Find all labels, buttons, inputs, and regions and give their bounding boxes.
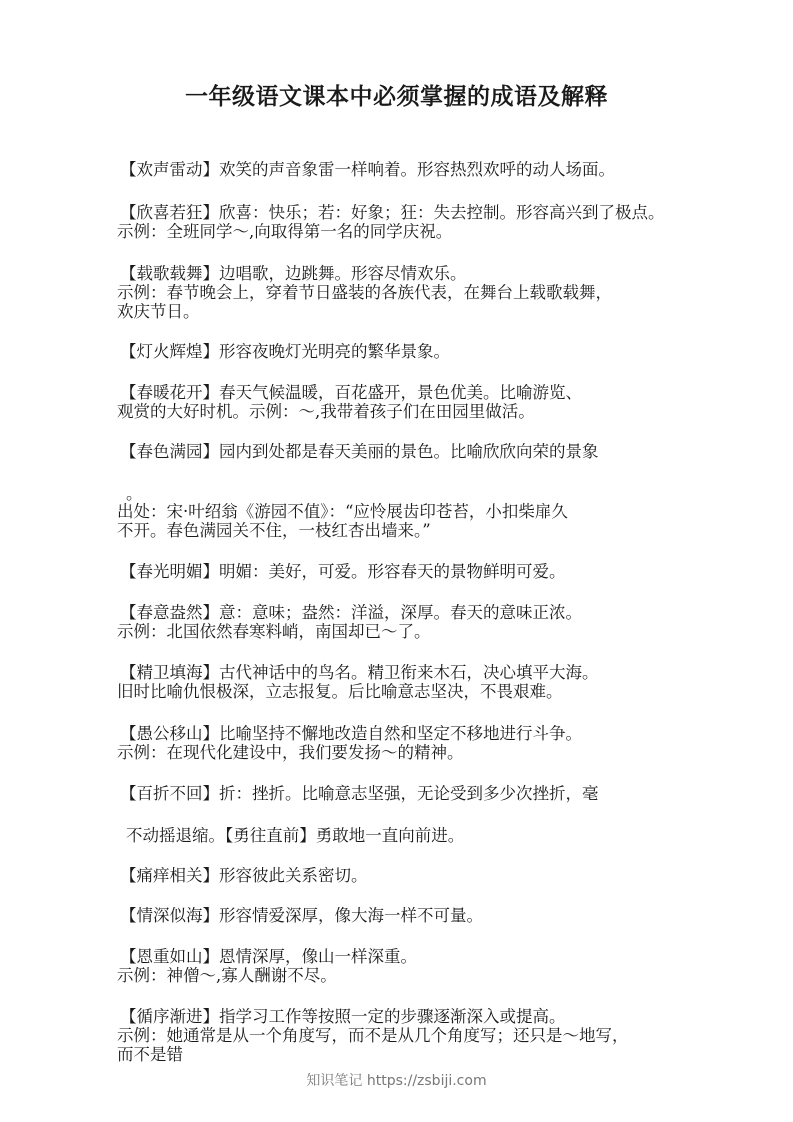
source-line: 不开。春色满园关不住，一枝红杏出墙来。”: [117, 521, 431, 540]
document-title: 一年级语文课本中必须掌握的成语及解释: [185, 83, 608, 110]
idiom-entry-line: 。: [126, 484, 143, 503]
idiom-entry-line: 【载歌载舞】边唱歌，边跳舞。形容尽情欢乐。: [120, 264, 467, 283]
idiom-entry-line: 【循序渐进】指学习工作等按照一定的步骤逐渐深入或提高。: [120, 1007, 566, 1026]
example-line: 欢庆节日。: [117, 302, 200, 321]
example-line: 示例：在现代化建设中，我们要发扬～的精神。: [117, 743, 464, 762]
idiom-entry-line: 【痛痒相关】形容彼此关系密切。: [120, 866, 368, 885]
idiom-entry-line: 【愚公移山】比喻坚持不懈地改造自然和坚定不移地进行斗争。: [120, 724, 582, 743]
idiom-entry-line: 【百折不回】折：挫折。比喻意志坚强，无论受到多少次挫折，毫: [120, 784, 599, 803]
idiom-entry-line: 【春色满园】园内到处都是春天美丽的景色。比喻欣欣向荣的景象: [120, 442, 599, 461]
idiom-entry-line: 旧时比喻仇恨极深，立志报复。后比喻意志坚决，不畏艰难。: [117, 682, 563, 701]
idiom-entry-line: 【春意盎然】意：意味；盎然：洋溢，深厚。春天的意味正浓。: [120, 603, 582, 622]
idiom-entry-line: 【恩重如山】恩情深厚，像山一样深重。: [120, 947, 417, 966]
idiom-entry-line: 观赏的大好时机。示例：～,我带着孩子们在田园里做活。: [117, 402, 535, 421]
idiom-entry-line: 【欣喜若狂】欣喜：快乐；若：好象；狂：失去控制。形容高兴到了极点。: [120, 203, 665, 222]
example-line: 示例：北国依然春寒料峭，南国却已～了。: [117, 622, 431, 641]
idiom-entry-line: 【精卫填海】古代神话中的鸟名。精卫衔来木石，决心填平大海。: [120, 663, 599, 682]
idiom-entry-line: 【春光明媚】明媚：美好，可爱。形容春天的景物鲜明可爱。: [120, 562, 566, 581]
example-line: 示例：全班同学～,向取得第一名的同学庆祝。: [117, 222, 453, 241]
example-line: 而不是错: [117, 1045, 183, 1064]
example-line: 示例：神僧～,寡人酬谢不尽。: [117, 966, 337, 985]
footer-watermark: 知识笔记 https://zsbiji.com: [306, 1073, 487, 1089]
idiom-entry-line: 【情深似海】形容情爱深厚，像大海一样不可量。: [120, 906, 483, 925]
idiom-entry-line: 不动摇退缩。【勇往直前】勇敢地一直向前进。: [126, 826, 465, 845]
idiom-entry-line: 【春暖花开】春天气候温暖，百花盛开，景色优美。比喻游览、: [120, 383, 582, 402]
idiom-entry-line: 【欢声雷动】欢笑的声音象雷一样响着。形容热烈欢呼的动人场面。: [120, 160, 615, 179]
idiom-entry-line: 【灯火辉煌】形容夜晚灯光明亮的繁华景象。: [120, 342, 450, 361]
source-line: 出处：宋·叶绍翁《游园不值》：“应怜展齿印苍苔，小扣柴扉久: [117, 502, 568, 521]
example-line: 示例：春节晚会上，穿着节日盛装的各族代表，在舞台上载歌载舞，: [117, 283, 612, 302]
example-line: 示例：她通常是从一个角度写，而不是从几个角度写；还只是～地写，: [117, 1026, 629, 1045]
